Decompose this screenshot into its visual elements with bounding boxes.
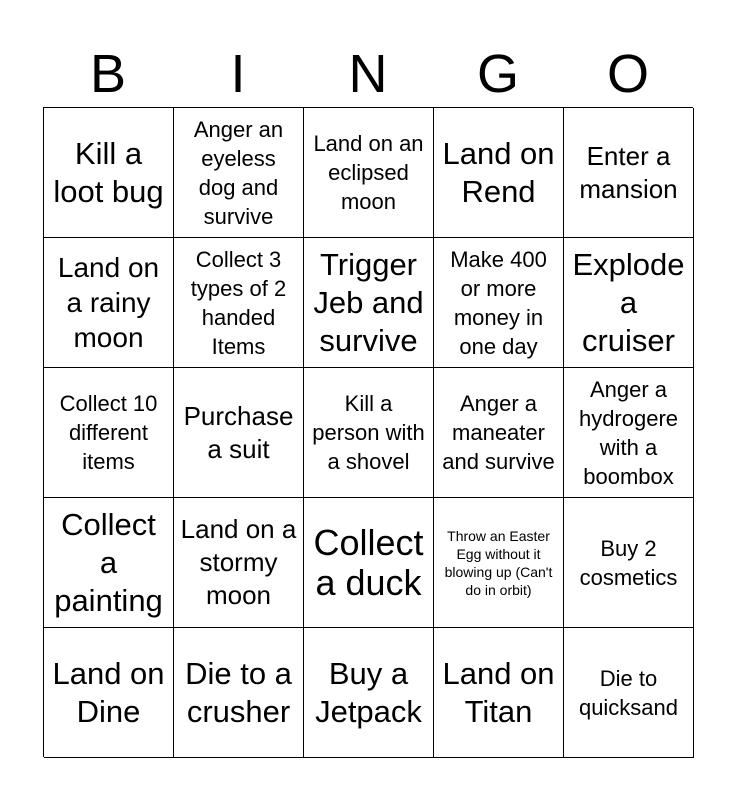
bingo-cell[interactable]: Anger a maneater and survive — [434, 368, 564, 498]
bingo-cell[interactable]: Land on Titan — [434, 628, 564, 758]
bingo-cell[interactable]: Collect a painting — [44, 498, 174, 628]
bingo-cell[interactable]: Trigger Jeb and survive — [304, 238, 434, 368]
bingo-cell[interactable]: Anger an eyeless dog and survive — [174, 108, 304, 238]
header-letter-n: N — [348, 44, 388, 104]
bingo-grid — [43, 107, 693, 757]
bingo-cell[interactable]: Make 400 or more money in one day — [434, 238, 564, 368]
bingo-cell[interactable]: Land on an eclipsed moon — [304, 108, 434, 238]
bingo-cell[interactable]: Explode a cruiser — [564, 238, 694, 368]
bingo-cell[interactable]: Die to quicksand — [564, 628, 694, 758]
bingo-cell[interactable]: Die to a crusher — [174, 628, 304, 758]
bingo-cell[interactable]: Land on Dine — [44, 628, 174, 758]
bingo-cell[interactable]: Collect a duck — [304, 498, 434, 628]
header-letter-o: O — [606, 44, 649, 104]
bingo-cell[interactable]: Kill a loot bug — [44, 108, 174, 238]
bingo-header — [43, 44, 693, 104]
bingo-cell[interactable]: Land on a stormy moon — [174, 498, 304, 628]
bingo-cell[interactable]: Collect 10 different items — [44, 368, 174, 498]
header-letter-i: I — [230, 44, 246, 104]
bingo-cell[interactable]: Land on a rainy moon — [44, 238, 174, 368]
bingo-cell[interactable]: Buy a Jetpack — [304, 628, 434, 758]
bingo-cell[interactable]: Land on Rend — [434, 108, 564, 238]
header-letter-b: B — [89, 44, 127, 104]
bingo-cell[interactable]: Throw an Easter Egg without it blowing up (Can't do in orbit) — [434, 498, 564, 628]
bingo-cell[interactable]: Anger a hydrogere with a boombox — [564, 368, 694, 498]
bingo-cell[interactable]: Purchase a suit — [174, 368, 304, 498]
bingo-cell[interactable]: Enter a mansion — [564, 108, 694, 238]
bingo-cell[interactable]: Kill a person with a shovel — [304, 368, 434, 498]
bingo-cell[interactable]: Collect 3 types of 2 handed Items — [174, 238, 304, 368]
bingo-cell[interactable]: Buy 2 cosmetics — [564, 498, 694, 628]
header-letter-g: G — [476, 44, 519, 104]
